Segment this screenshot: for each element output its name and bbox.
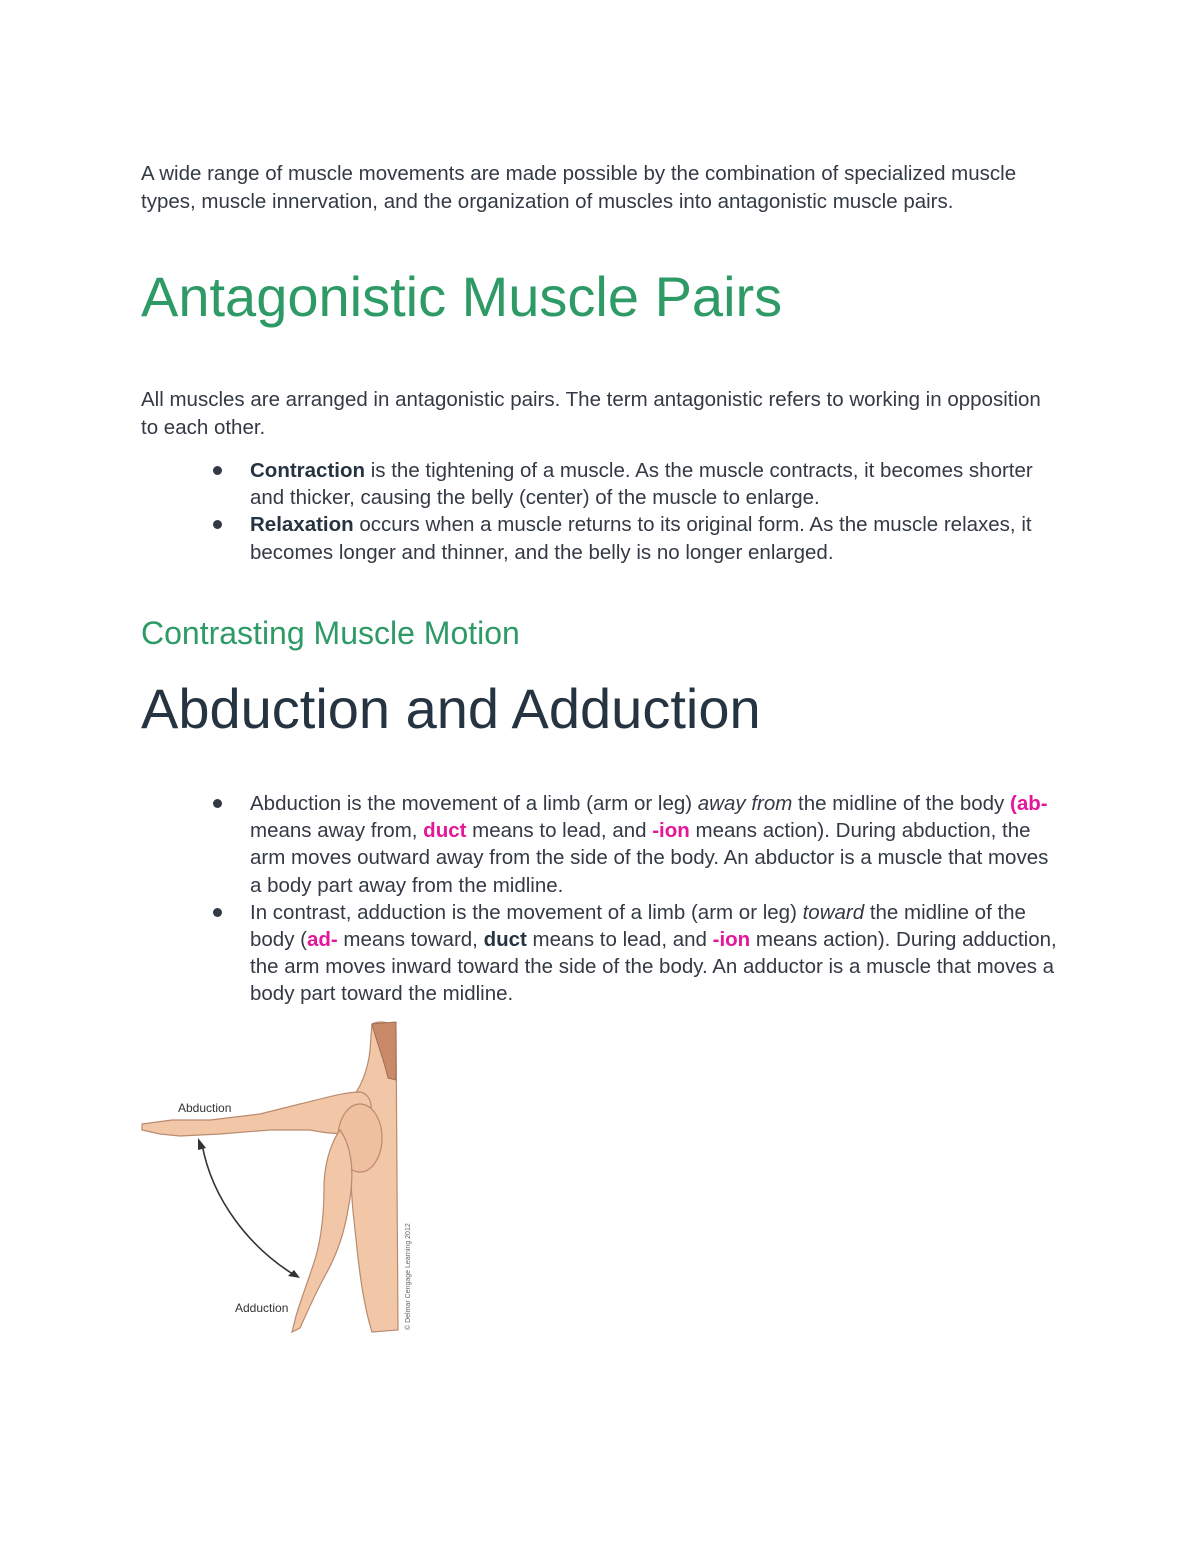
antagonistic-pairs-paragraph: All muscles are arranged in antagonistic pairs. The term antagonistic refers to working in opposition to each other. xyxy=(141,388,1041,439)
image-credit: © Delmar Cengage Learning 2012 xyxy=(405,1223,412,1330)
term-contraction: Contraction xyxy=(250,459,366,482)
abduction-adduction-list xyxy=(213,790,1063,1008)
contraction-relaxation-list xyxy=(213,457,1063,566)
abduction-text-1: Abduction is the movement of a limb (arm or leg) xyxy=(250,792,698,815)
heading-abduction-adduction: Abduction and Adduction xyxy=(141,677,761,740)
adduction-text-1: In contrast, adduction is the movement of a limb (arm or leg) xyxy=(250,900,803,924)
adduction-text-5: means action). During adduction, the arm moves inward toward the side of the body. An adductor is a muscle that moves a body part toward the midline. xyxy=(250,928,1057,1006)
list-item-adduction xyxy=(213,899,1063,1008)
list-item-abduction xyxy=(213,790,1063,899)
arrow-head-top-icon xyxy=(198,1138,206,1150)
adduction-text-4: means to lead, and xyxy=(526,928,713,952)
label-abduction: Abduction xyxy=(178,1101,232,1115)
suffix-ion: -ion xyxy=(712,928,751,952)
subheading-contrasting-muscle-motion: Contrasting Muscle Motion xyxy=(141,615,520,651)
prefix-ab: ab- xyxy=(1016,792,1048,815)
label-adduction: Adduction xyxy=(235,1301,289,1315)
abduction-paren: ( xyxy=(1010,792,1017,815)
lowered-arm-shape xyxy=(292,1130,352,1332)
relaxation-definition: occurs when a muscle returns to its original form. As the muscle relaxes, it becomes longer and thinner, and the belly is no longer enlarged. xyxy=(250,513,1032,564)
abduction-text-5: means action). During abduction, the arm moves outward away from the side of the body. An abductor is a muscle that moves a body part away from the midline. xyxy=(250,819,1049,897)
abduction-text-3: means away from, xyxy=(250,819,424,843)
bullet-icon xyxy=(213,908,222,917)
term-relaxation: Relaxation xyxy=(250,513,354,537)
bullet-icon xyxy=(213,520,222,529)
heading-antagonistic-muscle-pairs: Antagonistic Muscle Pairs xyxy=(141,265,783,328)
abduction-text-2: the midline of the body xyxy=(792,792,1011,815)
raised-arm-shape xyxy=(142,1092,371,1136)
root-duct: duct xyxy=(423,819,467,843)
adduction-text-3: means toward, xyxy=(337,928,484,952)
abduction-adduction-illustration xyxy=(140,1020,430,1340)
adduction-emphasis: toward xyxy=(802,900,865,924)
motion-arrow xyxy=(202,1144,296,1276)
adduction-text-2: the midline of the body ( xyxy=(250,900,1026,952)
bullet-icon xyxy=(213,466,222,475)
contraction-definition: is the tightening of a muscle. As the muscle contracts, it becomes shorter and thicker, causing the belly (center) of the muscle to enlarge. xyxy=(250,459,1033,510)
prefix-ad: ad- xyxy=(306,928,338,952)
abduction-text-4: means to lead, and xyxy=(466,819,653,843)
bullet-icon xyxy=(213,799,222,808)
abduction-emphasis: away from xyxy=(697,792,793,815)
intro-paragraph: A wide range of muscle movements are made possible by the combination of specialized muscle types, muscle innervation, and the organization of muscles into antagonistic muscle pairs. xyxy=(141,162,1017,213)
suffix-ion: -ion xyxy=(652,819,690,843)
list-item-contraction xyxy=(213,457,1063,511)
root-duct-bold: duct xyxy=(483,928,527,952)
list-item-relaxation xyxy=(213,511,1063,565)
